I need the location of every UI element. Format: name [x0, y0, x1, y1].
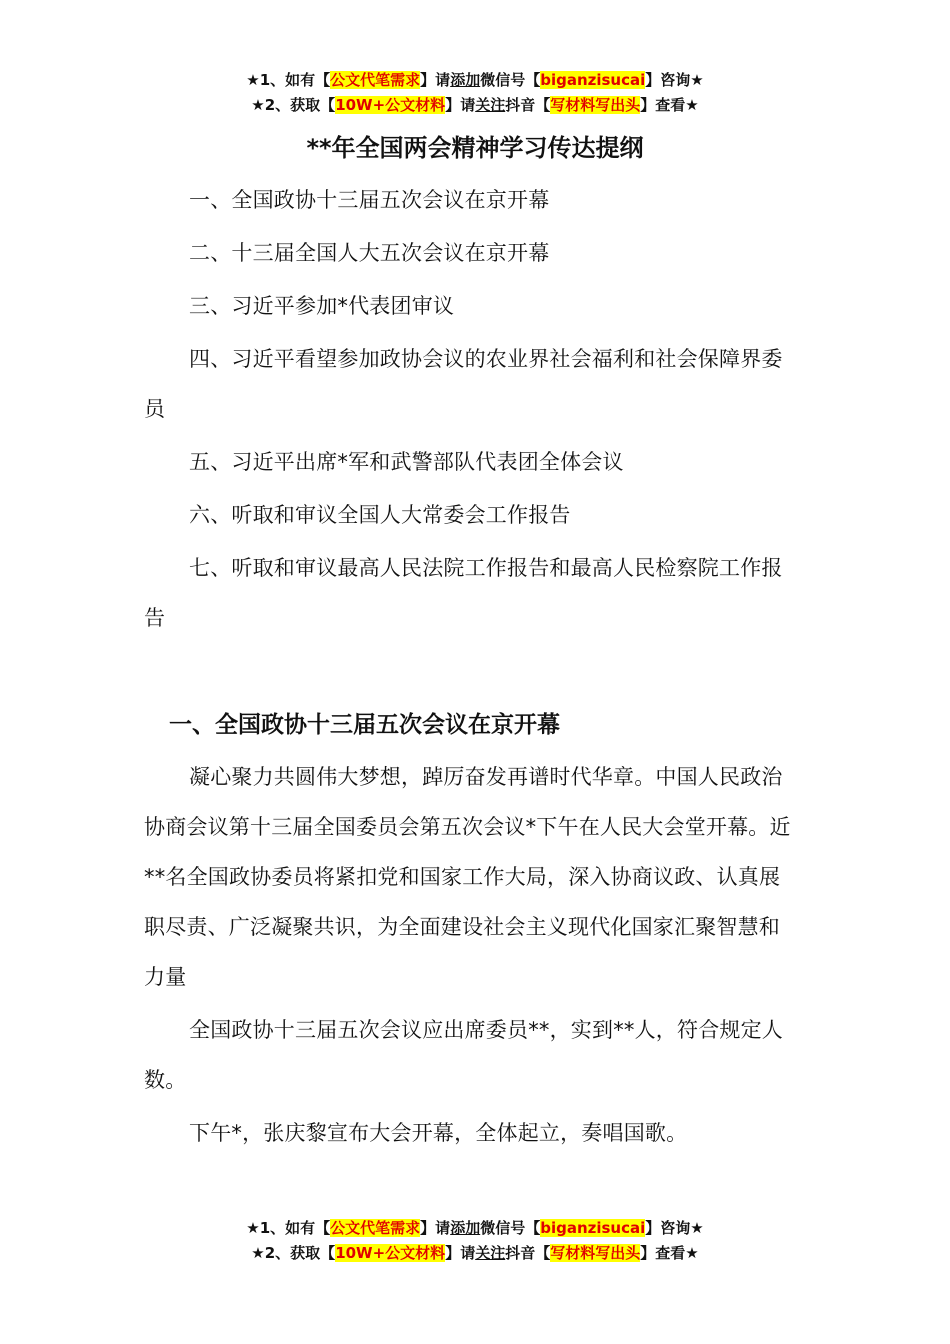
section-body [144, 752, 794, 1158]
promo-highlight: 公文代笔需求 [330, 71, 421, 89]
outline-item-4: 四、习近平看望参加政协会议的农业界社会福利和社会保障界委员 [144, 347, 783, 421]
body-paragraph-3: 下午*，张庆黎宣布大会开幕，全体起立，奏唱国歌。 [189, 1121, 688, 1145]
footer-promo-banner [0, 1216, 950, 1266]
promo-wechat-id: biganzisucai [540, 71, 646, 89]
promo-line-2 [0, 1241, 950, 1266]
body-paragraph-2: 全国政协十三届五次会议应出席委员**，实到**人，符合规定人数。 [144, 1018, 783, 1092]
document-title: **年全国两会精神学习传达提纲 [306, 134, 644, 162]
outline-item-1: 一、全国政协十三届五次会议在京开幕 [189, 188, 550, 212]
promo-wechat-id: biganzisucai [540, 1219, 646, 1237]
outline-item-3: 三、习近平参加*代表团审议 [189, 294, 455, 318]
promo-text: 】请 [445, 96, 476, 114]
promo-underline: 关注 [475, 96, 506, 114]
promo-text: 抖音【 [505, 1244, 551, 1262]
promo-line-1 [0, 1216, 950, 1241]
promo-text: 】查看★ [640, 1244, 699, 1262]
promo-text: 】咨询★ [645, 1219, 704, 1237]
promo-highlight: 10W+公文材料 [335, 96, 446, 114]
promo-text: 微信号【 [480, 1219, 541, 1237]
body-paragraph-1: 凝心聚力共圆伟大梦想，踔厉奋发再谱时代华章。中国人民政治协商会议第十三届全国委员会第五次会议*下午在人民大会堂开幕。近**名全国政协委员将紧扣党和国家工作大局，深入协商议政、认真展职尽责、广泛凝聚共识，为全面建设社会主义现代化国家汇聚智慧和力量 [144, 765, 791, 989]
outline-list [144, 175, 794, 643]
section-heading: 一、全国政协十三届五次会议在京开幕 [169, 712, 560, 738]
promo-text: ★1、如有【 [246, 71, 331, 89]
promo-text: ★1、如有【 [246, 1219, 331, 1237]
promo-line-1 [0, 68, 950, 93]
promo-underline: 添加 [450, 71, 481, 89]
outline-item-6: 六、听取和审议全国人大常委会工作报告 [189, 503, 571, 527]
promo-line-2 [0, 93, 950, 118]
promo-text: ★2、获取【 [251, 96, 336, 114]
promo-underline: 关注 [475, 1244, 506, 1262]
outline-item-2: 二、十三届全国人大五次会议在京开幕 [189, 241, 550, 265]
outline-item-5: 五、习近平出席*军和武警部队代表团全体会议 [189, 450, 624, 474]
promo-text: 抖音【 [505, 96, 551, 114]
promo-text: 】咨询★ [645, 71, 704, 89]
promo-text: 】请 [420, 71, 451, 89]
promo-highlight: 公文代笔需求 [330, 1219, 421, 1237]
promo-highlight: 10W+公文材料 [335, 1244, 446, 1262]
promo-douyin-id: 写材料写出头 [550, 96, 641, 114]
promo-text: ★2、获取【 [251, 1244, 336, 1262]
promo-douyin-id: 写材料写出头 [550, 1244, 641, 1262]
promo-text: 微信号【 [480, 71, 541, 89]
header-promo-banner [0, 68, 950, 118]
promo-text: 】查看★ [640, 96, 699, 114]
outline-item-7: 七、听取和审议最高人民法院工作报告和最高人民检察院工作报告 [144, 556, 783, 630]
promo-underline: 添加 [450, 1219, 481, 1237]
promo-text: 】请 [420, 1219, 451, 1237]
promo-text: 】请 [445, 1244, 476, 1262]
